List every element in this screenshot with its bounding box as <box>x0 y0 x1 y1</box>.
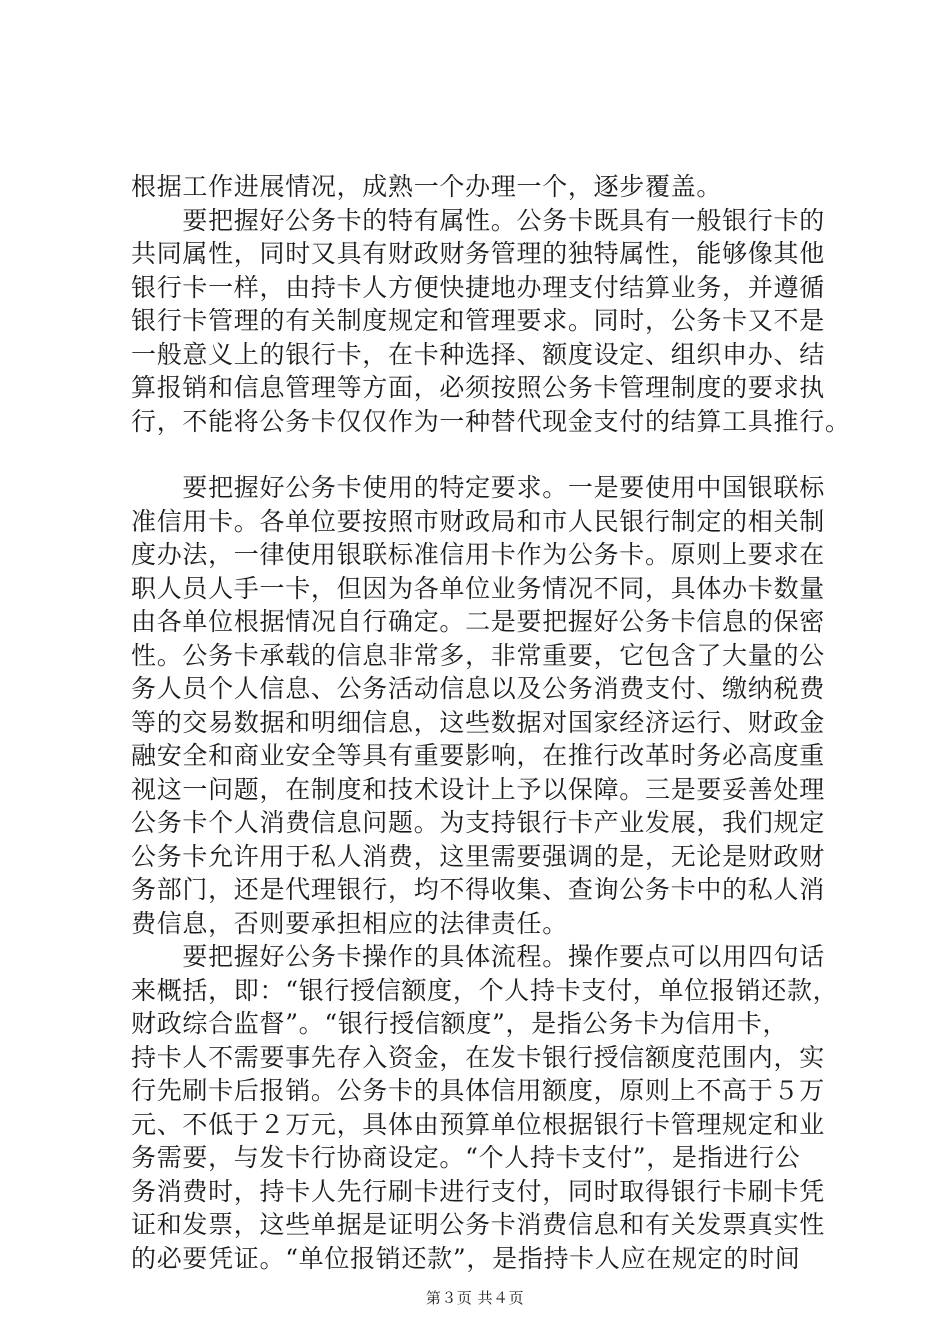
text-line: 公务卡个人消费信息问题。为支持银行卡产业发展，我们规定 <box>131 808 825 837</box>
text-line: 公务卡允许用于私人消费，这里需要强调的是，无论是财政财 <box>131 841 825 871</box>
text-line: 共同属性，同时又具有财政财务管理的独特属性，能够像其他 <box>131 239 825 268</box>
text-line: 来概括，即：“银行授信额度，个人持卡支付，单位报销还款， <box>131 975 839 1005</box>
text-line: 算报销和信息管理等方面，必须按照公务卡管理制度的要求执 <box>131 373 825 402</box>
blank-line <box>131 438 831 471</box>
text-line: 银行卡一样，由持卡人方便快捷地办理支付结算业务，并遵循 <box>131 272 825 302</box>
text-line: 银行卡管理的有关制度规定和管理要求。同时，公务卡又不是 <box>131 306 825 335</box>
text-line: 融安全和商业安全等具有重要影响，在推行改革时务必高度重 <box>131 741 825 770</box>
text-line: 行，不能将公务卡仅仅作为一种替代现金支付的结算工具推行。 <box>131 406 851 436</box>
text-line: 元、不低于２万元，具体由预算单位根据银行卡管理规定和业 <box>131 1109 825 1139</box>
text-line: 务人员个人信息、公务活动信息以及公务消费支付、缴纳税费 <box>131 674 825 703</box>
text-line: 要把握好公务卡的特有属性。公务卡既具有一般银行卡的 <box>131 205 825 235</box>
text-line: 财政综合监督”。“银行授信额度”，是指公务卡为信用卡， <box>131 1009 789 1038</box>
text-line: 费信息，否则要承担相应的法律责任。 <box>131 908 568 938</box>
text-line: 等的交易数据和明细信息，这些数据对国家经济运行、财政金 <box>131 707 825 737</box>
text-line: 行先刷卡后报销。公务卡的具体信用额度，原则上不高于５万 <box>131 1076 825 1105</box>
text-line: 证和发票，这些单据是证明公务卡消费信息和有关发票真实性 <box>131 1210 825 1239</box>
page-number: 第３页 共４页 <box>425 1289 525 1307</box>
text-line: 要把握好公务卡使用的特定要求。一是要使用中国银联标 <box>131 473 825 502</box>
text-line: 由各单位根据情况自行确定。二是要把握好公务卡信息的保密 <box>131 607 825 636</box>
text-line: 务需要，与发卡行协商设定。“个人持卡支付”，是指进行公 <box>131 1143 801 1172</box>
text-line: 要把握好公务卡操作的具体流程。操作要点可以用四句话 <box>131 942 825 971</box>
document-body <box>131 170 851 1275</box>
text-line: 务部门，还是代理银行，均不得收集、查询公务卡中的私人消 <box>131 875 825 904</box>
text-line: 职人员人手一卡，但因为各单位业务情况不同，具体办卡数量 <box>131 573 825 603</box>
text-line: 持卡人不需要事先存入资金，在发卡银行授信额度范围内，实 <box>131 1042 825 1072</box>
text-line: 务消费时，持卡人先行刷卡进行支付，同时取得银行卡刷卡凭 <box>131 1176 825 1206</box>
text-line: 根据工作进展情况，成熟一个办理一个，逐步覆盖。 <box>131 172 723 201</box>
text-line: 的必要凭证。“单位报销还款”，是指持卡人应在规定的时间 <box>131 1243 801 1273</box>
text-line: 度办法，一律使用银联标准信用卡作为公务卡。原则上要求在 <box>131 540 825 569</box>
page-footer <box>0 1288 950 1308</box>
text-line: 准信用卡。各单位要按照市财政局和市人民银行制定的相关制 <box>131 506 825 536</box>
text-line: 一般意义上的银行卡，在卡种选择、额度设定、组织申办、结 <box>131 339 825 369</box>
text-line: 性。公务卡承载的信息非常多，非常重要，它包含了大量的公 <box>131 640 825 670</box>
text-line: 视这一问题，在制度和技术设计上予以保障。三是要妥善处理 <box>131 774 825 804</box>
